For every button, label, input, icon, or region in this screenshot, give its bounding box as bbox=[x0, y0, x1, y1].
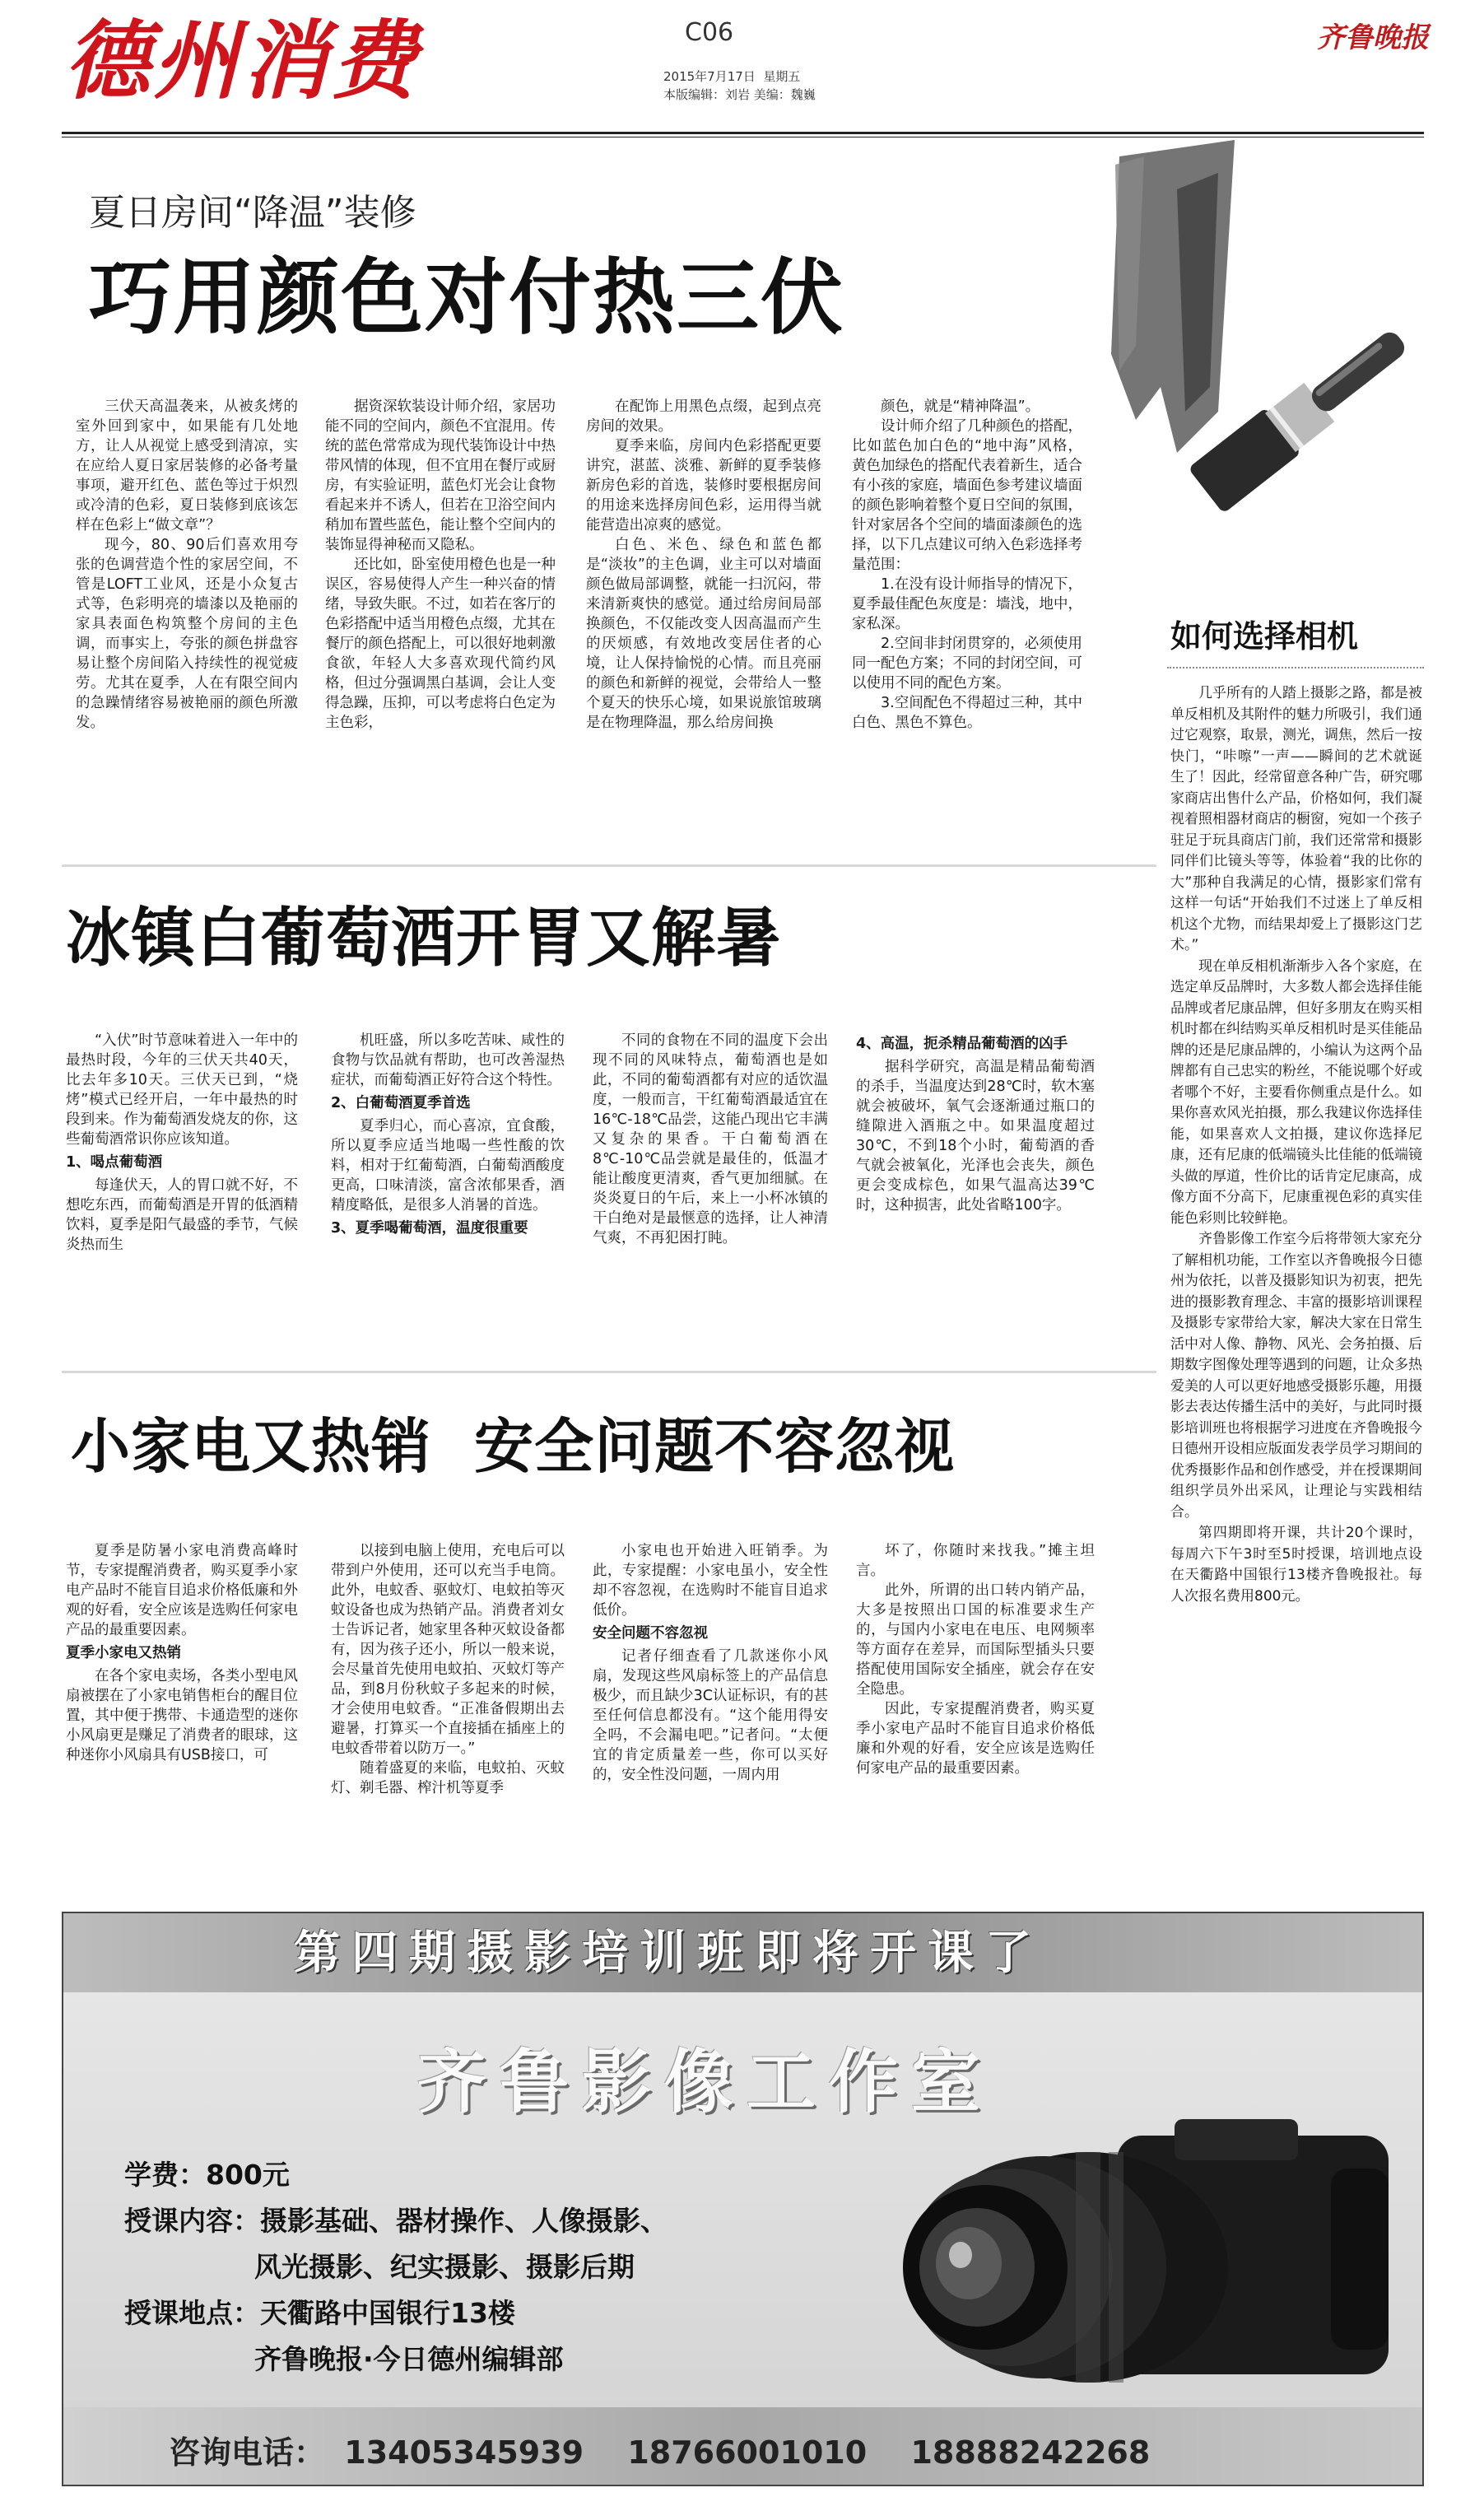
sidebar-paragraph: 几乎所有的人踏上摄影之路，都是被单反相机及其附件的魅力所吸引，我们通过它观察，取景，测光，调焦，然后一按快门，“咔嚓”一声——瞬间的艺术就诞生了！因此，经常留意各种广告，研究哪家商店出售什么产品，价格如何，我们凝视着照相器材商店的橱窗，宛如一个孩子驻足于玩具商店门前，我们还常常和摄影同伴们比镜头等等，体验着“我的比你的大”那种自我满足的心情，摄影家们常有这样一句话“开始我们不过迷上了单反相机这个尤物，而结果却爱上了摄影这门艺术。” bbox=[1170, 685, 1422, 953]
article2-subheading: 3、夏季喝葡萄酒，温度很重要 bbox=[331, 1220, 528, 1237]
ad-fee-label: 学费： bbox=[124, 2159, 206, 2191]
ad-place-line-1 bbox=[124, 2292, 515, 2331]
sidebar-headline: 如何选择相机 bbox=[1170, 618, 1359, 655]
article2-paragraph: 据科学研究，高温是精品葡萄酒的杀手，当温度达到28℃时，软木塞就会被破坏，氧气会逐渐通过瓶口的缝隙进入酒瓶之中。如果温度超过30℃，不到18个小时，葡萄酒的香气就会被氧化，光泽也会丧失，颜色更会变成棕色，如果气温高达39℃时，这种损害，此处省略100字。 bbox=[856, 1059, 1095, 1214]
sidebar-rule bbox=[1167, 667, 1424, 669]
article2-column-3 bbox=[593, 1031, 828, 1248]
ad-fee-line bbox=[124, 2154, 290, 2192]
ad-place-line-2: 齐鲁晚报·今日德州编辑部 bbox=[254, 2343, 564, 2375]
article3-column-1 bbox=[66, 1541, 298, 1765]
ad-banner-title: 第四期摄影培训班即将开课了 bbox=[294, 1926, 1043, 1980]
camera-icon bbox=[886, 2103, 1413, 2399]
article1-column-2 bbox=[325, 397, 556, 733]
article3-paragraph: 小家电也开始进入旺销季。为此，专家提醒：小家电虽小，安全性却不容忽视，在选购时不能盲目追求低价。 bbox=[593, 1543, 828, 1619]
article1-paragraph: 2.空间非封闭贯穿的，必须使用同一配色方案；不同的封闭空间，可以使用不同的配色方案。 bbox=[852, 636, 1082, 692]
article1-column-1 bbox=[76, 397, 298, 733]
article2-subheading: 4、高温，扼杀精品葡萄酒的凶手 bbox=[856, 1036, 1068, 1052]
article2-headline: 冰镇白葡萄酒开胃又解暑 bbox=[66, 901, 782, 976]
article1-column-3 bbox=[586, 397, 821, 733]
article3-paragraph: 因此，专家提醒消费者，购买夏季小家电产品时不能盲目追求价格低廉和外观的好看，安全应该是选购任何家电产品的最重要因素。 bbox=[856, 1701, 1095, 1777]
article3-subheading: 夏季小家电又热销 bbox=[66, 1645, 181, 1661]
article3-paragraph: 夏季是防暑小家电消费高峰时节，专家提醒消费者，购买夏季小家电产品时不能盲目追求价格低廉和外观的好看，安全应该是选购任何家电产品的最重要因素。 bbox=[66, 1543, 298, 1638]
article3-paragraph: 坏了，你随时来找我。”摊主坦言。 bbox=[856, 1543, 1095, 1579]
article3-headline: 小家电又热销 安全问题不容忽视 bbox=[71, 1412, 956, 1481]
sidebar-paragraph: 第四期即将开课，共计20个课时，每周六下午3时至5时授课，培训地点设在天衢路中国银行13楼齐鲁晚报社。每人次报名费用800元。 bbox=[1170, 1525, 1422, 1605]
article3-paragraph: 此外，所谓的出口转内销产品，大多是按照出口国的标准要求生产的，与国内小家电在电压、电网频率等方面存在差异，而国际型插头只要搭配使用国际安全插座，就会存在安全隐患。 bbox=[856, 1582, 1095, 1698]
article1-paragraph: 在配饰上用黑色点缀，起到点亮房间的效果。 bbox=[586, 398, 821, 435]
ad-phone-2: 18766001010 bbox=[627, 2434, 868, 2471]
article3-paragraph: 以接到电脑上使用，充电后可以带到户外使用，还可以充当手电筒。此外，电蚊香、驱蚊灯、电蚊拍等灭蚊设备也成为热销产品。消费者刘女士告诉记者，她家里各种灭蚊设备都有，因为孩子还小，所以一般来说，会尽量首先使用电蚊拍、灭蚊灯等产品，到8月份秋蚊子多起来的时候，才会使用电蚊香。“正准备假期出去避暑，打算买一个直接插在插座上的电蚊香带着以防万一。” bbox=[331, 1543, 565, 1757]
article3-paragraph: 记者仔细查看了几款迷你小风扇，发现这些风扇标签上的产品信息极少，而且缺少3C认证标识，有的甚至任何信息都没有。“这个能用得安全吗，不会漏电吧。”记者问。“太便宜的肯定质量差一些，你可以买好的，安全性没问题，一周内用 bbox=[593, 1648, 828, 1783]
article2-paragraph: 夏季归心，而心喜凉，宜食酸，所以夏季应适当地喝一些性酸的饮料，相对于红葡萄酒，白葡萄酒酸度更高，口味清淡，富含浓郁果香，酒精度略低，是很多人消暑的首选。 bbox=[331, 1118, 565, 1214]
article1-paragraph: 夏季来临，房间内色彩搭配更要讲究，湛蓝、淡雅、新鲜的夏季装修新房色彩的首选，装修时要根据房间的用途来选择房间色彩，运用得当就能营造出凉爽的感觉。 bbox=[586, 438, 821, 533]
article2-column-4 bbox=[856, 1031, 1095, 1215]
ad-phone-3: 18888242268 bbox=[910, 2434, 1151, 2471]
ad-place-label: 授课地点： bbox=[124, 2297, 260, 2329]
article2-paragraph: 每逢伏天，人的胃口就不好，不想吃东西，而葡萄酒是开胃的低酒精饮料，夏季是阳气最盛的季节，气候炎热而生 bbox=[66, 1177, 298, 1253]
article2-column-2 bbox=[331, 1031, 565, 1242]
article2-subheading: 1、喝点葡萄酒 bbox=[66, 1154, 163, 1171]
article2-column-1 bbox=[66, 1031, 298, 1255]
camera-image bbox=[886, 2103, 1413, 2399]
newspaper-logo: 齐鲁晚报 bbox=[1317, 21, 1429, 54]
date-text: 2015年7月17日 bbox=[663, 69, 756, 84]
article1-column-4 bbox=[852, 397, 1082, 733]
article3-column-2 bbox=[331, 1541, 565, 1798]
ad-phone-1: 13405345939 bbox=[344, 2434, 584, 2471]
sidebar-paragraph: 现在单反相机渐渐步入各个家庭，在选定单反品牌时，大多数人都会选择佳能品牌或者尼康品牌，但好多朋友在购买相机时都在纠结购买单反相机时是买佳能品牌的还是尼康品牌的，小编认为这两个品牌都有自己忠实的粉丝，不能说哪个好或者哪个不好，主要看你侧重点是什么。如果你喜欢风光拍摄，那么我建议你选择佳能，如果喜欢人文拍摄，建议你选择尼康，还有尼康的低端镜头比佳能的低端镜头做的厚道，性价比的话肯定尼康高，成像方面不分高下，尼康重视色彩的真实佳能色彩则比较鲜艳。 bbox=[1170, 957, 1422, 1227]
article1-paragraph: 1.在没有设计师指导的情况下，夏季最佳配色灰度是：墙浅，地中，家私深。 bbox=[852, 576, 1082, 632]
article2-paragraph: “入伏”时节意味着进入一年中的最热时段，今年的三伏天共40天，比去年多10天。三伏天已到，“烧烤”模式已经开启，一年中最热的时段到来。作为葡萄酒发烧友的你，这些葡萄酒常识你应该知道。 bbox=[66, 1032, 298, 1148]
article1-paragraph: 据资深软装设计师介绍，家居功能不同的空间内，颜色不宜混用。传统的蓝色常常成为现代装饰设计中热带风情的体现，但不宜用在餐厅或厨房，有实验证明，蓝色灯光会让食物看起来并不诱人，但若在卫浴空间内稍加布置些蓝色，能让整个空间内的装饰显得神秘而又隐私。 bbox=[325, 398, 556, 553]
article1-paragraph: 还比如，卧室使用橙色也是一种误区，容易使得人产生一种兴奋的情绪，导致失眠。不过，如若在客厅的色彩搭配中适当用橙色点缀，尤其在餐厅的颜色搭配上，可以很好地刺激食欲，年轻人大多喜欢现代简约风格，但过分强调黑白基调，会让人变得急躁，压抑，可以考虑将白色定为主色彩， bbox=[325, 557, 556, 731]
ad-studio-name: 齐鲁影像工作室 bbox=[417, 2041, 994, 2122]
ad-phone-line bbox=[169, 2427, 1150, 2472]
article1-paragraph: 颜色，就是“精神降温”。 bbox=[881, 398, 1040, 415]
ad-content-label: 授课内容： bbox=[124, 2205, 260, 2237]
article3-divider bbox=[62, 1371, 1156, 1373]
article3-subheading: 安全问题不容忽视 bbox=[593, 1625, 708, 1642]
article3-paragraph: 在各个家电卖场，各类小型电风扇被摆在了小家电销售柜台的醒目位置，其中便于携带、卡通造型的迷你小风扇更是赚足了消费者的眼球，这种迷你小风扇具有USB接口，可 bbox=[66, 1668, 298, 1763]
ad-content-text-1: 摄影基础、器材操作、人像摄影、 bbox=[260, 2205, 668, 2237]
ad-fee-value: 800元 bbox=[206, 2159, 290, 2191]
article2-subheading: 2、白葡萄酒夏季首选 bbox=[331, 1095, 471, 1111]
page-number: C06 bbox=[685, 18, 734, 47]
ad-content-line-1 bbox=[124, 2200, 668, 2238]
photo-class-advertisement bbox=[62, 1912, 1424, 2486]
article1-headline: 巧用颜色对付热三伏 bbox=[89, 249, 844, 346]
section-title: 德州消费 bbox=[64, 11, 421, 111]
article1-paragraph: 设计师介绍了几种颜色的搭配，比如蓝色加白色的“地中海”风格，黄色加绿色的搭配代表着新生，适合有小孩的家庭，墙面色参考建议墙面的颜色影响着整个夏日空间的氛围，针对家居各个空间的墙面漆颜色的选择，以下几点建议可纳入色彩选择考量范围： bbox=[852, 418, 1082, 573]
article2-paragraph: 机旺盛，所以多吃苦味、咸性的食物与饮品就有帮助，也可改善湿热症状，而葡萄酒正好符合这个特性。 bbox=[331, 1032, 565, 1088]
article2-paragraph: 不同的食物在不同的温度下会出现不同的风味特点，葡萄酒也是如此，不同的葡萄酒都有对应的适饮温度，一般而言，干红葡萄酒最适宜在16℃-18℃品尝，这能凸现出它丰满又复杂的果香。干白葡萄酒在8℃-10℃品尝就是最佳的，低温才能让酸度更清爽，香气更加细腻。在炎炎夏日的午后，来上一小杯冰镇的干白绝对是最惬意的选择，让人神清气爽，不再犯困打盹。 bbox=[593, 1032, 828, 1246]
article1-paragraph: 现今，80、90后们喜欢用夸张的色调营造个性的家居空间，不管是LOFT工业风，还是小众复古式等，色彩明亮的墙漆以及艳丽的家具表面色构筑整个房间的主色调，而事实上，夸张的颜色拼盘容易让整个房间陷入持续性的视觉疲劳。尤其在夏季，人在有限空间内的急躁情绪容易被艳丽的颜色所激发。 bbox=[76, 537, 298, 731]
ad-phone-label: 咨询电话： bbox=[169, 2434, 326, 2471]
sidebar-paragraph: 齐鲁影像工作室今后将带领大家充分了解相机功能，工作室以齐鲁晚报今日德州为依托，以普及摄影知识为初衷，把先进的摄影教育理念、丰富的摄影培训课程及摄影专家带给大家，解决大家在日常生活中对人像、静物、风光、会务拍摄、后期数字图像处理等遇到的问题，让众多热爱美的人可以更好地感受摄影乐趣，用摄影去表达传播生活中的美好，与此同时摄影培训班也将根据学习进度在齐鲁晚报今日德州开设相应版面发表学员学习期间的优秀摄影作品和创作感受，并在授课期间组织学员外出采风，让理论与实践相结合。 bbox=[1170, 1231, 1422, 1521]
article3-column-4 bbox=[856, 1541, 1095, 1778]
article1-paragraph: 白色、米色、绿色和蓝色都是“淡妆”的主色调，业主可以对墙面颜色做局部调整，就能一扫沉闷，带来清新爽快的感觉。通过给房间局部换颜色，不仅能改变人因高温而产生的厌烦感，有效地改变居住者的心境，让人保持愉悦的心情。而且亮丽的颜色和新鲜的视觉，会带给人一整个夏天的快乐心境，如果说旅馆玻璃是在物理降温，那么给房间换 bbox=[586, 537, 821, 731]
article2-divider bbox=[62, 864, 1156, 867]
article3-column-3 bbox=[593, 1541, 828, 1785]
issue-date bbox=[663, 68, 800, 85]
editor-credit: 本版编辑：刘岩 美编：魏巍 bbox=[663, 87, 816, 102]
header-rule bbox=[62, 132, 1424, 134]
article3-paragraph: 随着盛夏的来临，电蚊拍、灭蚊灯、剃毛器、榨汁机等夏季 bbox=[331, 1760, 565, 1796]
article1-col1-body bbox=[76, 397, 298, 733]
ad-place-text-1: 天衢路中国银行13楼 bbox=[260, 2297, 515, 2329]
weekday-text: 星期五 bbox=[763, 69, 801, 84]
article1-kicker: 夏日房间“降温”装修 bbox=[89, 192, 416, 234]
article1-paragraph: 三伏天高温袭来，从被炙烤的室外回到家中，如果能有几处地方，让人从视觉上感受到清凉，实在应给人夏日家居装修的必备考量事项，避开红色、蓝色等过于炽烈或冷清的色彩，夏日装修到底该怎样在色彩上“做文章”？ bbox=[76, 398, 298, 533]
sidebar-body bbox=[1170, 683, 1422, 1607]
article1-paragraph: 3.空间配色不得超过三种，其中白色、黑色不算色。 bbox=[852, 695, 1082, 731]
ad-content-line-2: 风光摄影、纪实摄影、摄影后期 bbox=[254, 2251, 635, 2283]
